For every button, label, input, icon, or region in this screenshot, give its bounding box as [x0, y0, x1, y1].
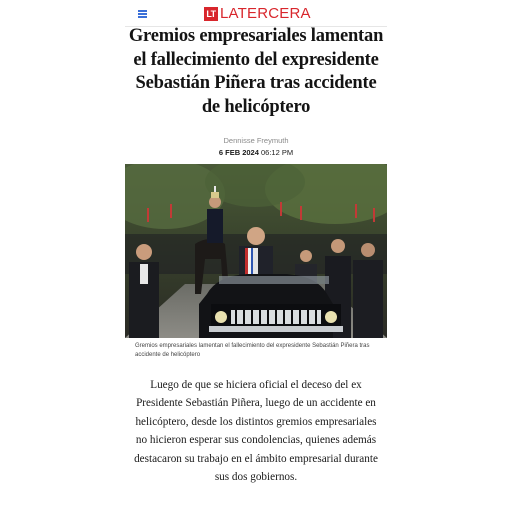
logo-mark: LT [204, 7, 218, 21]
article-headline: Gremios empresariales lamentan el fallecimiento del expresidente Sebastián Piñera tras accidente de helicóptero [128, 26, 384, 117]
article-date-time: 06:12 PM [261, 148, 294, 157]
hamburger-menu-icon[interactable] [138, 10, 147, 18]
site-logo[interactable] [204, 6, 311, 22]
article-photo [125, 164, 387, 338]
article-body-paragraph: Luego de que se hiciera oficial el deceso del ex Presidente Sebastián Piñera, luego de un accidente en helicóptero, desde los distintos gremios empresariales no hicieron esperar sus condolencias, quienes además destacaron su trabajo en el ámbito empresarial durante sus dos gobiernos. [134, 379, 378, 484]
article-author[interactable]: Dennisse Freymuth [223, 136, 289, 145]
article-date-day: 6 FEB 2024 [218, 148, 259, 157]
image-caption: Gremios empresariales lamentan el fallecimiento del expresidente Sebastián Piñera tras accidente de helicóptero [135, 343, 370, 358]
logo-text: LATERCERA [220, 5, 311, 22]
site-header [125, 4, 387, 27]
article-column [125, 0, 387, 512]
article-date [125, 148, 387, 158]
